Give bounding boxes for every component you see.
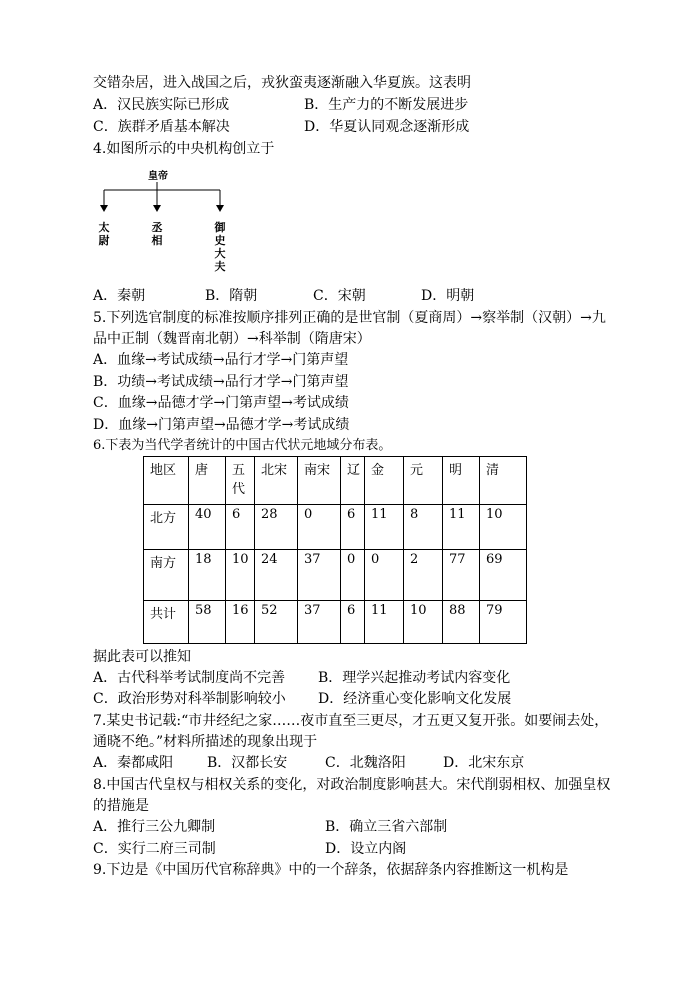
table-cell: 52 xyxy=(255,601,298,644)
option-c: C．北魏洛阳 xyxy=(325,755,406,771)
option-d: D．华夏认同观念逐渐形成 xyxy=(304,119,470,135)
table-cell: 唐 xyxy=(189,457,226,505)
option-d: D．明朝 xyxy=(421,288,475,304)
table-cell: 11 xyxy=(365,505,404,550)
text-line: 据此表可以推知 xyxy=(93,649,191,665)
table-cell: 10 xyxy=(404,601,443,644)
table-row xyxy=(144,550,527,601)
question-7-cont: 通晓不绝。”材料所描述的现象出现于 xyxy=(93,734,318,750)
table-row xyxy=(144,601,527,644)
table-cell: 辽 xyxy=(341,457,365,505)
option-b: B．理学兴起推动考试内容变化 xyxy=(318,670,511,686)
table-cell: 40 xyxy=(189,505,226,550)
table-cell: 0 xyxy=(365,550,404,601)
table-cell: 南方 xyxy=(144,550,189,601)
table-cell: 6 xyxy=(226,505,255,550)
table-cell: 58 xyxy=(189,601,226,644)
table-cell: 11 xyxy=(365,601,404,644)
table-cell: 10 xyxy=(226,550,255,601)
option-a: A．秦都咸阳 xyxy=(93,755,174,771)
option-a: A．汉民族实际已形成 xyxy=(93,97,230,113)
option-b: B．生产力的不断发展进步 xyxy=(304,97,469,113)
option-c: C．血缘→品德才学→门第声望→考试成绩 xyxy=(93,395,349,411)
table-cell: 16 xyxy=(226,601,255,644)
option-a: A．推行三公九卿制 xyxy=(93,819,216,835)
table-cell: 18 xyxy=(189,550,226,601)
option-d: D．血缘→门第声望→品德才学→考试成绩 xyxy=(93,417,350,433)
table-cell: 69 xyxy=(480,550,527,601)
table-cell: 北方 xyxy=(144,505,189,550)
table-cell: 明 xyxy=(443,457,480,505)
option-a: A．秦朝 xyxy=(93,288,146,304)
option-d: D．北宋东京 xyxy=(443,755,525,771)
table-cell: 0 xyxy=(341,550,365,601)
table-cell: 共计 xyxy=(144,601,189,644)
question-5-cont: 品中正制（魏晋南北朝）→科举制（隋唐宋） xyxy=(93,331,371,347)
table-cell: 10 xyxy=(480,505,527,550)
option-a: A．血缘→考试成绩→品行才学→门第声望 xyxy=(93,352,349,368)
table-row xyxy=(144,505,527,550)
table-cell: 37 xyxy=(298,550,341,601)
distribution-table xyxy=(143,456,527,644)
table-cell: 6 xyxy=(341,601,365,644)
option-b: B．隋朝 xyxy=(205,288,258,304)
table-cell: 清 xyxy=(480,457,527,505)
table-cell: 11 xyxy=(443,505,480,550)
table-cell: 南宋 xyxy=(298,457,341,505)
text-line: 交错杂居，进入战国之后，戎狄蛮夷逐渐融入华夏族。这表明 xyxy=(93,75,471,91)
option-d: D．经济重心变化影响文化发展 xyxy=(318,691,512,707)
question-5: 5.下列选官制度的标准按顺序排列正确的是世官制（夏商周）→察举制（汉朝）→九 xyxy=(93,310,606,326)
option-b: B．汉都长安 xyxy=(207,755,288,771)
question-9: 9.下边是《中国历代官称辞典》中的一个辞条，依据辞条内容推断这一机构是 xyxy=(93,862,569,878)
node-emperor: 皇帝 xyxy=(148,171,168,182)
question-8-cont: 的措施是 xyxy=(93,798,149,814)
question-8: 8.中国古代皇权与相权关系的变化，对政治制度影响甚大。宋代削弱相权、加强皇权 xyxy=(93,777,611,793)
table-cell: 28 xyxy=(255,505,298,550)
table-cell: 地区 xyxy=(144,457,189,505)
table-cell: 6 xyxy=(341,505,365,550)
table-cell: 79 xyxy=(480,601,527,644)
table-cell: 0 xyxy=(298,505,341,550)
node-chancellor: 丞相 xyxy=(151,221,163,247)
node-censor: 御史大夫 xyxy=(214,221,226,273)
table-cell: 北宋 xyxy=(255,457,298,505)
table-cell: 77 xyxy=(443,550,480,601)
option-c: C．族群矛盾基本解决 xyxy=(93,119,230,135)
org-chart xyxy=(95,168,235,278)
option-b: B．确立三省六部制 xyxy=(325,819,448,835)
node-taiwei: 太尉 xyxy=(98,221,110,247)
option-a: A．古代科举考试制度尚不完善 xyxy=(93,670,286,686)
table-cell: 24 xyxy=(255,550,298,601)
question-4: 4.如图所示的中央机构创立于 xyxy=(93,141,275,157)
table-cell: 金 xyxy=(365,457,404,505)
option-c: C．实行二府三司制 xyxy=(93,841,216,857)
option-d: D．设立内阁 xyxy=(325,841,407,857)
table-cell: 2 xyxy=(404,550,443,601)
table-header-row xyxy=(144,457,527,505)
option-c: C．宋朝 xyxy=(313,288,366,304)
option-b: B．功绩→考试成绩→品行才学→门第声望 xyxy=(93,374,349,390)
table-cell: 五代 xyxy=(226,457,255,505)
table-cell: 8 xyxy=(404,505,443,550)
question-7: 7.某史书记载:“市井经纪之家……夜市直至三更尽，才五更又复开张。如要闹去处， xyxy=(93,713,609,729)
question-6: 6.下表为当代学者统计的中国古代状元地域分布表。 xyxy=(93,438,392,453)
option-c: C．政治形势对科举制影响较小 xyxy=(93,691,286,707)
table-cell: 元 xyxy=(404,457,443,505)
table-cell: 88 xyxy=(443,601,480,644)
table-cell: 37 xyxy=(298,601,341,644)
